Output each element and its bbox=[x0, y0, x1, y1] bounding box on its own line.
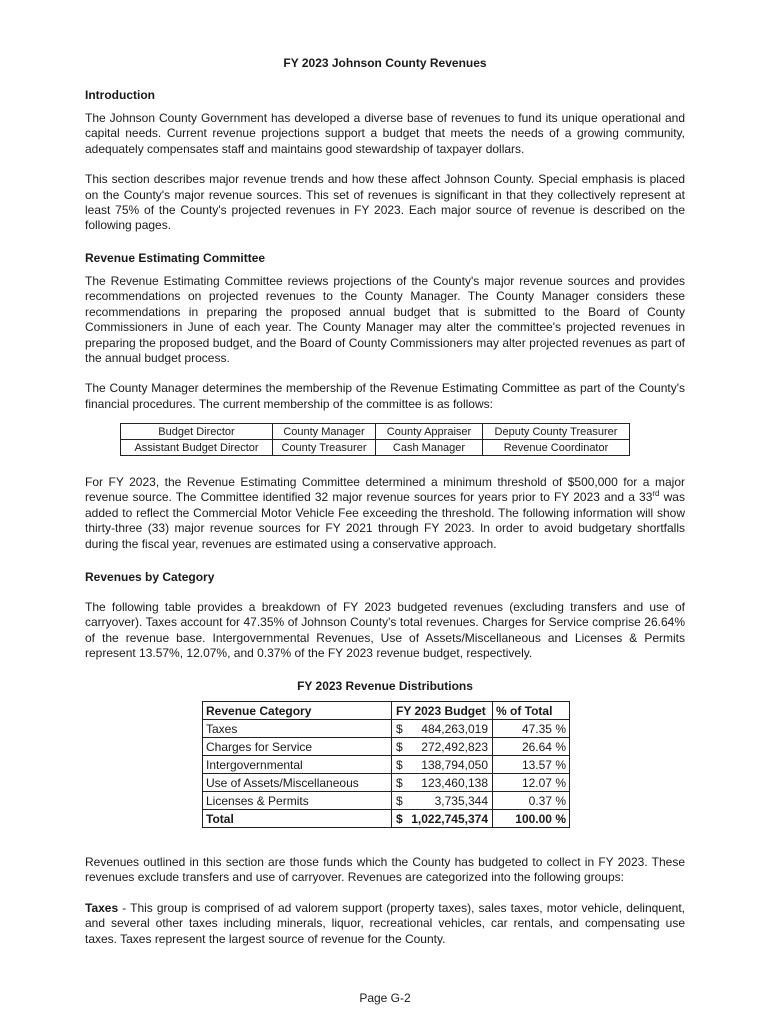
member-cell: Revenue Coordinator bbox=[483, 440, 630, 456]
budget-cell bbox=[392, 792, 493, 810]
category-section bbox=[85, 570, 685, 662]
category-heading: Revenues by Category bbox=[85, 570, 215, 584]
page-title: FY 2023 Johnson County Revenues bbox=[283, 56, 487, 70]
category-cell: Charges for Service bbox=[203, 738, 392, 756]
table-row bbox=[203, 720, 570, 738]
percent-cell: 47.35 % bbox=[493, 720, 570, 738]
currency-symbol: $ bbox=[396, 775, 403, 790]
budget-cell bbox=[392, 774, 493, 792]
percent-cell: 26.64 % bbox=[493, 738, 570, 756]
currency-symbol: $ bbox=[396, 721, 403, 736]
member-cell: Cash Manager bbox=[376, 440, 483, 456]
intro-heading: Introduction bbox=[85, 88, 155, 102]
currency-symbol: $ bbox=[396, 757, 403, 772]
budget-amount: 138,794,050 bbox=[421, 757, 488, 772]
total-label: Total bbox=[203, 810, 392, 828]
intro-section bbox=[85, 88, 685, 234]
column-header: Revenue Category bbox=[203, 702, 392, 720]
currency-symbol: $ bbox=[396, 811, 403, 826]
member-cell: County Manager bbox=[273, 424, 376, 440]
table-row bbox=[203, 792, 570, 810]
column-header: % of Total bbox=[493, 702, 570, 720]
table-row bbox=[121, 424, 630, 440]
percent-cell: 12.07 % bbox=[493, 774, 570, 792]
budget-amount: 3,735,344 bbox=[434, 793, 488, 808]
committee-members-table bbox=[120, 423, 630, 456]
budget-amount: 484,263,019 bbox=[421, 721, 488, 736]
column-header: FY 2023 Budget bbox=[392, 702, 493, 720]
committee-paragraph-2: The County Manager determines the membership of the Revenue Estimating Committee as part of the County's financial procedures. The current membership of the committee is as follows: bbox=[85, 381, 685, 411]
committee-paragraph-1: The Revenue Estimating Committee reviews projections of the County's major revenue sources and provides recommendations on projected revenues to the County Manager. The County Manager considers these recommendations in preparing the proposed annual budget that is submitted to the Board of County Commissioners in June of each year. The County Manager may alter the committee's projected revenues in preparing the proposed budget, and the Board of County Commissioners may alter projected revenues as part of the annual budget process. bbox=[85, 274, 685, 366]
table-row bbox=[121, 440, 630, 456]
table-row bbox=[203, 738, 570, 756]
committee-heading: Revenue Estimating Committee bbox=[85, 251, 266, 265]
threshold-text-a: For FY 2023, the Revenue Estimating Committee determined a minimum threshold of $500,000 for a major revenue source. The Committee identified 32 major revenue sources for years prior to FY 2023 and a 33 bbox=[85, 475, 685, 505]
taxes-description: - This group is comprised of ad valorem support (property taxes), sales taxes, motor vehicle, delinquent, and several other taxes including minerals, liquor, recreational vehicles, car rentals, and compensating use taxes. Taxes represent the largest source of revenue for the County. bbox=[85, 900, 685, 946]
committee-section bbox=[85, 251, 685, 412]
table-total-row bbox=[203, 810, 570, 828]
taxes-paragraph bbox=[85, 901, 685, 947]
budget-cell bbox=[392, 756, 493, 774]
revenue-distribution-table bbox=[202, 701, 570, 828]
budget-amount: 272,492,823 bbox=[421, 739, 488, 754]
currency-symbol: $ bbox=[396, 739, 403, 754]
ordinal-suffix: rd bbox=[652, 489, 660, 499]
outline-paragraph: Revenues outlined in this section are those funds which the County has budgeted to collect in FY 2023. These revenues exclude transfers and use of carryover. Revenues are categorized into the following groups: bbox=[85, 855, 685, 885]
total-percent: 100.00 % bbox=[493, 810, 570, 828]
member-cell: Deputy County Treasurer bbox=[483, 424, 630, 440]
category-cell: Intergovernmental bbox=[203, 756, 392, 774]
budget-cell bbox=[392, 738, 493, 756]
member-cell: County Appraiser bbox=[376, 424, 483, 440]
category-paragraph: The following table provides a breakdown of FY 2023 budgeted revenues (excluding transfers and use of carryover). Taxes account for 47.35% of Johnson County's total revenues. Charges for Service comprise 26.64% of the revenue base. Intergovernmental Revenues, Use of Assets/Miscellaneous and Licenses & Permits represent 13.57%, 12.07%, and 0.37% of the FY 2023 revenue budget, respectively. bbox=[85, 600, 685, 661]
taxes-label: Taxes bbox=[85, 900, 119, 915]
intro-paragraph-1: The Johnson County Government has developed a diverse base of revenues to fund its unique operational and capital needs. Current revenue projections support a budget that meets the needs of a growing community, adequately compensates staff and maintains good stewardship of taxpayer dollars. bbox=[85, 111, 685, 156]
outline-section bbox=[85, 855, 685, 947]
total-budget-cell bbox=[392, 810, 493, 828]
category-cell: Use of Assets/Miscellaneous bbox=[203, 774, 392, 792]
budget-amount: 123,460,138 bbox=[421, 775, 488, 790]
budget-cell bbox=[392, 720, 493, 738]
page-number: Page G-2 bbox=[359, 991, 411, 1005]
member-cell: Budget Director bbox=[121, 424, 273, 440]
table-row bbox=[203, 756, 570, 774]
category-cell: Licenses & Permits bbox=[203, 792, 392, 810]
table-caption: FY 2023 Revenue Distributions bbox=[297, 679, 473, 693]
percent-cell: 13.57 % bbox=[493, 756, 570, 774]
threshold-paragraph bbox=[85, 475, 685, 552]
total-budget-amount: 1,022,745,374 bbox=[411, 811, 488, 826]
member-cell: Assistant Budget Director bbox=[121, 440, 273, 456]
member-cell: County Treasurer bbox=[273, 440, 376, 456]
category-cell: Taxes bbox=[203, 720, 392, 738]
table-header-row bbox=[203, 702, 570, 720]
intro-paragraph-2: This section describes major revenue trends and how these affect Johnson County. Special emphasis is placed on the County's major revenue sources. This set of revenues is significant in that they collectively represent at least 75% of the County's projected revenues in FY 2023. Each major source of revenue is described on the following pages. bbox=[85, 172, 685, 233]
table-row bbox=[203, 774, 570, 792]
currency-symbol: $ bbox=[396, 793, 403, 808]
threshold-section bbox=[85, 475, 685, 552]
percent-cell: 0.37 % bbox=[493, 792, 570, 810]
threshold-text-b: was added to reflect the Commercial Motor Vehicle Fee exceeding the threshold. The following information will show thirty-three (33) major revenue sources for FY 2021 through FY 2023. In order to avoid budgetary shortfalls during the fiscal year, revenues are estimated using a conservative approach. bbox=[85, 490, 685, 551]
